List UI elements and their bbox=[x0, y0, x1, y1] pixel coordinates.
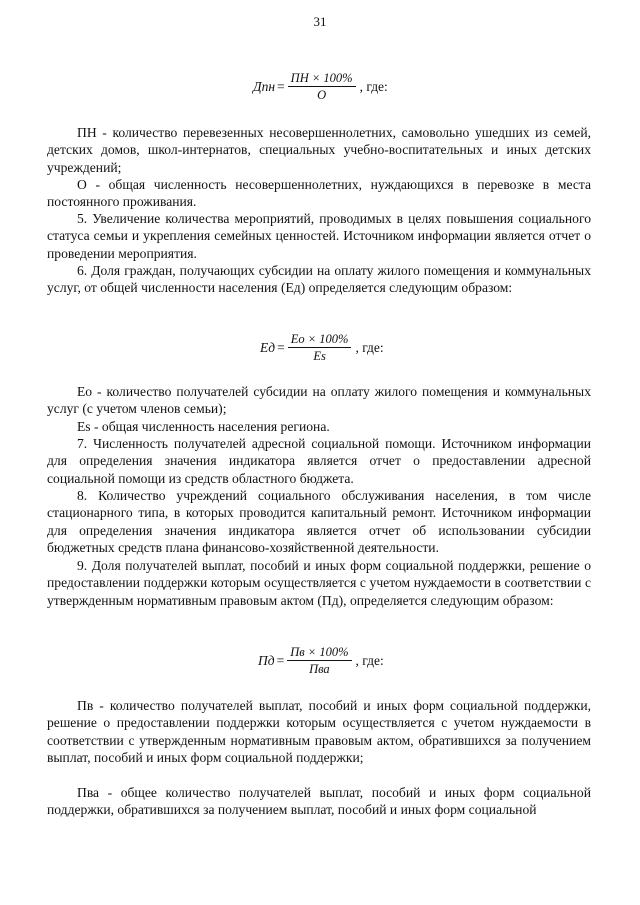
formula-fraction bbox=[288, 71, 356, 102]
paragraph-o-definition: О - общая численность несовершеннолетних, нуждающихся в перевозке в места постоянного проживания. bbox=[47, 177, 591, 210]
formula-denominator: Es bbox=[313, 349, 326, 363]
formula-tail: , где: bbox=[359, 78, 388, 94]
formula-denominator: Пва bbox=[309, 662, 330, 676]
formula-equals: = bbox=[277, 78, 285, 94]
paragraph-item-5: 5. Увеличение количества мероприятий, проводимых в целях повышения социального статуса семьи и укрепления семейных ценностей. Источником информации является отчет о проведении мероприятия. bbox=[47, 211, 591, 261]
paragraph-pva-definition: Пва - общее количество получателей выплат, пособий и иных форм социальной поддержки, обратившихся за получением выплат, пособий и иных форм социальной bbox=[47, 785, 591, 818]
paragraph-es-definition: Es - общая численность населения региона. bbox=[77, 419, 330, 434]
paragraph-item-9: 9. Доля получателей выплат, пособий и иных форм социальной поддержки, решение о предоставлении поддержки которым осуществляется с учетом нуждаемости в соответствии с утвержденным нормативным правовым актом (Пд), определяется следующим образом: bbox=[47, 558, 591, 608]
paragraph-item-6: 6. Доля граждан, получающих субсидии на оплату жилого помещения и коммунальных услуг, от общей численности населения (Ед) определяется следующим образом: bbox=[47, 263, 591, 296]
formula-denominator: О bbox=[317, 88, 327, 102]
formula-fraction bbox=[288, 332, 352, 363]
formula-dpn bbox=[253, 71, 388, 102]
paragraph-item-7: 7. Численность получателей адресной социальной помощи. Источником информации для определения значения индикатора является отчет о предоставлении адресной социальной помощи из средств областного бюджета. bbox=[47, 436, 591, 486]
formula-lhs: Дпн bbox=[253, 78, 276, 94]
paragraph-eo-definition: Ео - количество получателей субсидии на оплату жилого помещения и коммунальных услуг (с учетом членов семьи); bbox=[47, 384, 591, 417]
formula-numerator: ПН × 100% bbox=[288, 71, 356, 87]
paragraph-pn-definition: ПН - количество перевезенных несовершеннолетних, самовольно ушедших из семей, детских домов, школ-интернатов, специальных учебно-воспитательных и иных детских учреждений; bbox=[47, 125, 591, 175]
formula-ed bbox=[260, 332, 384, 363]
paragraph-pv-definition: Пв - количество получателей выплат, пособий и иных форм социальной поддержки, решение о предоставлении поддержки которым осуществляется с учетом нуждаемости в соответствии с утвержденным нормативным правовым актом, обратившихся за получением выплат, пособий и иных форм социальной поддержки; bbox=[47, 698, 591, 766]
formula-tail: , где: bbox=[355, 652, 384, 668]
formula-tail: , где: bbox=[355, 339, 384, 355]
formula-lhs: Пд bbox=[258, 652, 275, 668]
formula-numerator: Пв × 100% bbox=[287, 645, 351, 661]
formula-pd bbox=[258, 645, 384, 676]
paragraph-item-8: 8. Количество учреждений социального обслуживания населения, в том числе стационарного типа, в которых проводится капитальный ремонт. Источником информации для определения значения индикатора является отчет об использовании субсидии бюджетных средств плана финансово-хозяйственной деятельности. bbox=[47, 488, 591, 556]
formula-equals: = bbox=[276, 652, 285, 668]
formula-equals: = bbox=[277, 339, 285, 355]
formula-fraction bbox=[287, 645, 351, 676]
formula-numerator: Ео × 100% bbox=[288, 332, 352, 348]
page-number: 31 bbox=[313, 14, 327, 29]
formula-lhs: Ед bbox=[260, 339, 276, 355]
